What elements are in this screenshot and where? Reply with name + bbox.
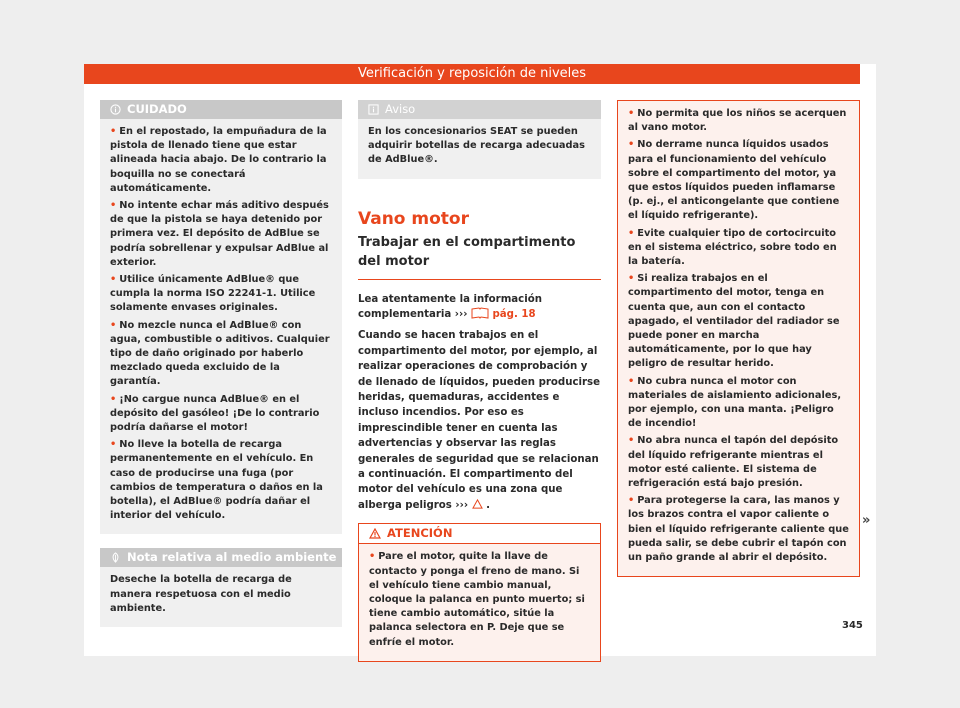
page-reference-link[interactable]: pág. 18: [492, 309, 536, 321]
cuidado-body: [100, 119, 342, 534]
warning-triangle-icon: [472, 500, 487, 511]
list-item: • No intente echar más aditivo después de que la pistola se haya detenido por primera vez. El depósito de AdBlue se podría sobrellenar y expulsar AdBlue al exterior.: [110, 200, 329, 268]
aviso-text: En los concesionarios SEAT se pueden adquirir botellas de recarga adecuadas de AdBlue®.: [368, 126, 585, 166]
list-item: • En el repostado, la empuñadura de la pistola de llenado tiene que estar alineada hacia abajo. De lo contrario la boquilla no se conectará automáticamente.: [110, 126, 327, 194]
list-item: • No mezcle nunca el AdBlue® con agua, combustible o aditivos. Cualquier tipo de daño originado por haberlo mezclado queda excluido de la garantía.: [110, 319, 330, 388]
bullet-icon: •: [628, 435, 635, 447]
list-item: • Evite cualquier tipo de cortocircuito en el sistema eléctrico, sobre todo en la batería.: [628, 227, 837, 268]
page-number: 345: [842, 620, 863, 631]
bullet-icon: •: [628, 139, 635, 151]
aviso-box: [358, 100, 601, 179]
aviso-header: [358, 100, 601, 119]
ambiente-body: [100, 567, 342, 627]
atencion-header: [359, 524, 600, 544]
atencion-box: [358, 523, 601, 661]
cuidado-title: CUIDADO: [127, 102, 187, 116]
bullet-icon: •: [110, 319, 117, 331]
continue-mark: »: [862, 513, 871, 528]
column-middle: [358, 100, 601, 662]
list-item: • No abra nunca el tapón del depósito del líquido refrigerante mientras el motor esté caliente. El sistema de refrigeración está bajo presión.: [628, 435, 839, 490]
column-right: [617, 100, 860, 577]
atencion-continued-body: [618, 101, 859, 576]
aviso-title: Aviso: [385, 102, 416, 116]
ambiente-box: [100, 548, 342, 627]
ambiente-title: Nota relativa al medio ambiente: [127, 550, 337, 565]
bullet-icon: •: [110, 393, 117, 405]
intro-paragraph: Lea atentamente la información complementaria ››› pág. 18: [358, 293, 542, 321]
atencion-title: ATENCIÓN: [387, 526, 453, 541]
body-paragraph: Cuando se hacen trabajos en el compartimento del motor, por ejemplo, al realizar operaciones de comprobación y de llenado de líquidos, pueden producirse heridas, quemaduras, accidentes e incluso incendios. Por eso es imprescindible tener en cuenta las advertencias y observar las reglas generales de seguridad que se relacionan a continuación. El compartimento del motor del vehículo es una zona que alberga peligros ››› .: [358, 330, 600, 511]
bullet-icon: •: [628, 375, 635, 387]
warning-triangle-icon: [369, 528, 381, 539]
book-icon: [471, 309, 493, 320]
column-left: [100, 100, 342, 627]
bullet-icon: •: [110, 274, 117, 286]
cuidado-header: [100, 100, 342, 119]
bullet-icon: •: [110, 200, 117, 212]
info-circle-icon: [110, 104, 121, 115]
list-item: • No lleve la botella de recarga permanentemente en el vehículo. En caso de producirse una fuga (por cambios de temperatura o daños en la botella), el AdBlue® podría dañar el interior del vehículo.: [110, 439, 323, 522]
ambiente-text: Deseche la botella de recarga de manera respetuosa con el medio ambiente.: [110, 574, 292, 614]
atencion-continued-box: [617, 100, 860, 577]
list-item: • Pare el motor, quite la llave de contacto y ponga el freno de mano. Si el vehículo tiene cambio manual, coloque la palanca en punto muerto; si tiene cambio automático, sitúe la palanca selectora en P. Deje que se enfríe el motor.: [369, 551, 585, 648]
list-item: • No cubra nunca el motor con materiales de aislamiento adicionales, por ejemplo, con una manta. ¡Peligro de incendio!: [628, 375, 842, 430]
list-item: • Para protegerse la cara, las manos y los brazos contra el vapor caliente o bien el líquido refrigerante caliente que pueda salir, se debe cubrir el tapón con un paño grande al abrir el depósito.: [628, 495, 849, 564]
bullet-icon: •: [628, 495, 635, 507]
list-item: • No derrame nunca líquidos usados para el funcionamiento del vehículo sobre el compartimento del motor, ya que estos líquidos pueden inflamarse (p. ej., el anticongelante que contiene el líquido refrigerante).: [628, 139, 840, 222]
list-item: • ¡No cargue nunca AdBlue® en el depósito del gasóleo! ¡De lo contrario podría dañarse el motor!: [110, 393, 320, 434]
bullet-icon: •: [110, 126, 117, 137]
ambiente-header: [100, 548, 342, 567]
bullet-icon: •: [628, 273, 635, 285]
bullet-icon: •: [369, 551, 376, 563]
section-vano-motor: [358, 209, 601, 514]
section-title: Vano motor: [358, 208, 469, 229]
note-icon: [368, 104, 379, 115]
atencion-body: [359, 544, 600, 660]
page-header: Verificación y reposición de niveles: [84, 64, 860, 84]
aviso-body: [358, 119, 601, 179]
list-item: • Si realiza trabajos en el compartimento del motor, tenga en cuenta que, aun con el contacto apagado, el ventilador del radiador se puede poner en marcha automáticamente, por lo que hay peligro de resultar herido.: [628, 273, 840, 370]
leaf-icon: [110, 552, 121, 563]
bullet-icon: •: [110, 439, 117, 451]
section-subtitle: Trabajar en el compartimento del motor: [358, 233, 601, 280]
bullet-icon: •: [628, 108, 635, 119]
list-item: • No permita que los niños se acerquen al vano motor.: [628, 108, 847, 134]
cuidado-box: [100, 100, 342, 534]
list-item: • Utilice únicamente AdBlue® que cumpla la norma ISO 22241-1. Utilice solamente envases originales.: [110, 274, 316, 314]
bullet-icon: •: [628, 227, 635, 239]
